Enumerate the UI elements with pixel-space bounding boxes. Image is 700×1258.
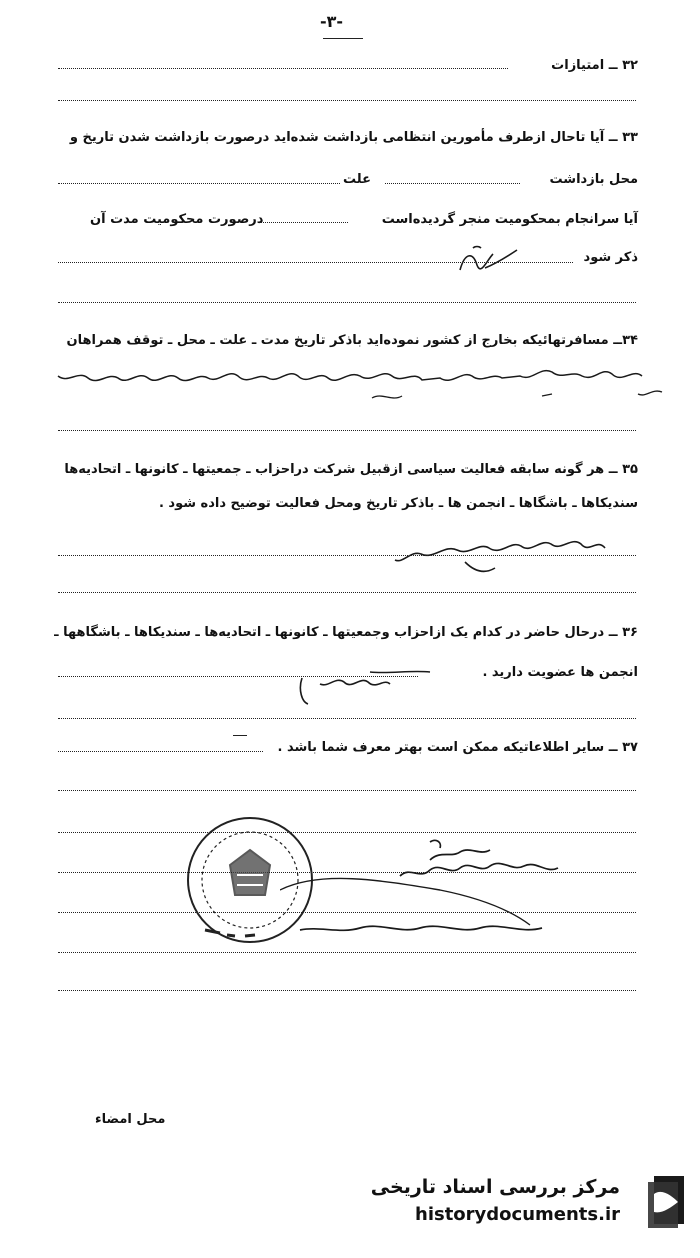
q32-fill-line xyxy=(58,68,508,69)
page-number: -۳- xyxy=(320,12,344,31)
q36-line-3 xyxy=(58,718,636,719)
q32-label: ۳۲ ــ امتیازات xyxy=(551,58,638,73)
watermark-title: مرکز بررسی اسناد تاریخی xyxy=(370,1176,620,1198)
q33-line3-gap xyxy=(258,222,348,223)
q35-line2: سندیکاها ـ باشگاها ـ انجمن ها ـ باذکر تاریخ ومحل فعالیت توضیح داده شود . xyxy=(158,496,638,511)
q33-line1: ۳۳ ــ آیا تاحال ازطرف مأمورین انتظامی بازداشت شده‌اید درصورت بازداشت شدن تاریخ و xyxy=(69,130,638,145)
q36-line1: ۳۶ ــ درحال حاضر در کدام یک ازاحزاب وجمعیتها ـ کانونها ـ اتحادیه‌ها ـ سندیکاها ـ باشگاهها ـ xyxy=(54,625,638,640)
q33-arrest-place-line xyxy=(385,183,520,184)
q37-line-2 xyxy=(58,790,636,791)
q32-line-2 xyxy=(58,100,636,101)
q33-line3-b: درصورت محکومیت مدت آن xyxy=(90,212,264,227)
q35-line-3 xyxy=(58,555,636,556)
q34-line1: ۳۴ــ مسافرتهائیکه بخارج از کشور نموده‌اید باذکر تاریخ مدت ـ علت ـ محل ـ توقف همراهان xyxy=(66,333,638,348)
q33-line-5 xyxy=(58,302,636,303)
q37-line-7 xyxy=(58,990,636,991)
q37-dash xyxy=(233,735,247,736)
q35-line1: ۳۵ ــ هر گونه سابقه فعالیت سیاسی ازقبیل شرکت دراحزاب ـ جمعیتها ـ کانونها ـ اتحادیه‌ها xyxy=(64,462,638,477)
signature-handwriting xyxy=(280,830,580,960)
q33-reason-label: علت xyxy=(343,172,371,187)
q35-line-4 xyxy=(58,592,636,593)
q33-arrest-place-label: محل بازداشت xyxy=(549,172,638,187)
signature-place-label: محل امضاء xyxy=(95,1112,166,1127)
q36-line2: انجمن ها عضویت دارید . xyxy=(482,665,638,680)
q34-line-3 xyxy=(58,430,636,431)
q37-label: ۳۷ ــ سایر اطلاعاتیکه ممکن است بهتر معرف شما باشد . xyxy=(277,740,638,755)
watermark-url: historydocuments.ir xyxy=(415,1204,620,1225)
page-number-underline xyxy=(323,38,363,39)
q37-fill-line xyxy=(58,751,263,752)
q33-mention-label: ذکر شود xyxy=(583,250,638,265)
q33-handwritten-answer xyxy=(455,240,525,280)
q33-reason-line xyxy=(58,183,340,184)
q33-line3-a: آیا سرانجام بمحکومیت منجر گردیده‌است xyxy=(381,212,638,227)
q34-handwritten-answer xyxy=(42,358,682,408)
q36-handwritten-answer xyxy=(290,660,440,710)
archive-logo-icon xyxy=(640,1172,692,1228)
